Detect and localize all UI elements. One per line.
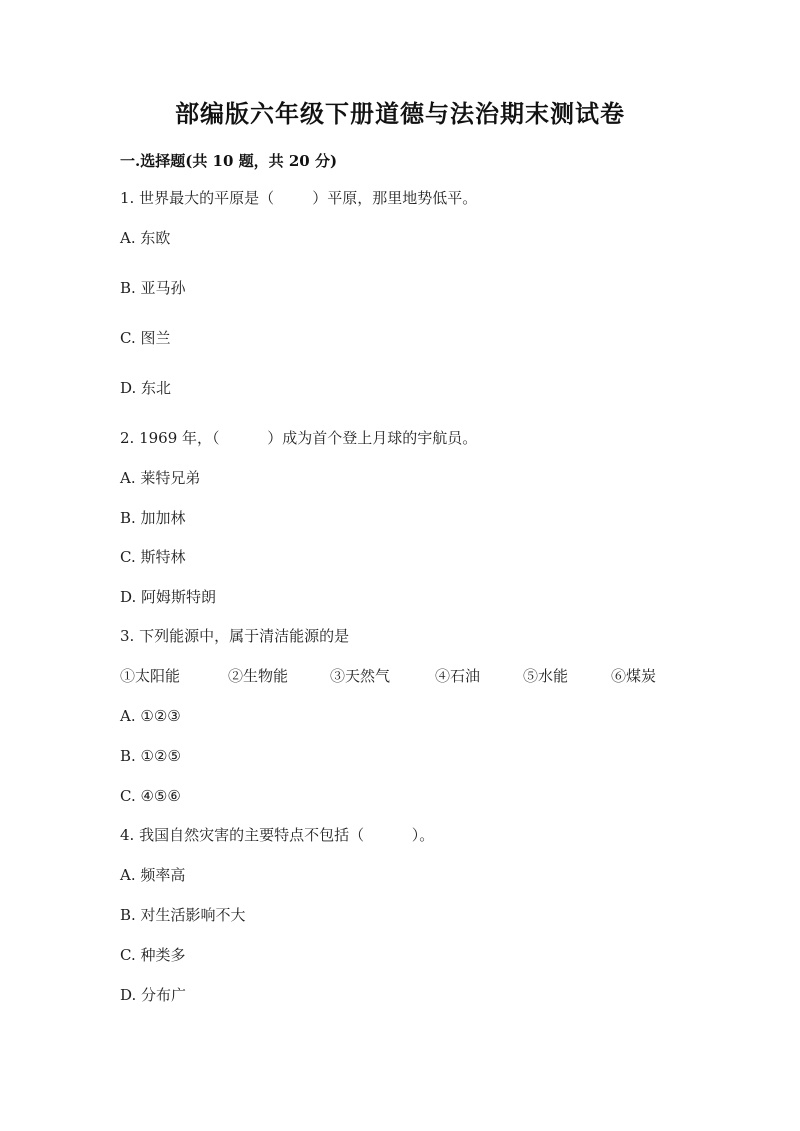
energy-item: ③天然气: [330, 667, 391, 685]
document-title: 部编版六年级下册道德与法治期末测试卷: [175, 99, 625, 128]
energy-item: ⑥煤炭: [611, 667, 657, 685]
question-1-option-d: D. 东北: [120, 379, 172, 397]
section-heading: 一.选择题(共 10 题，共 20 分): [120, 152, 338, 170]
question-4-option-a: A. 频率高: [120, 866, 186, 884]
question-4-option-c: C. 种类多: [120, 946, 186, 964]
question-3-energy-list: [120, 665, 680, 687]
energy-item: ①太阳能: [120, 667, 181, 685]
question-4-option-d: D. 分布广: [120, 986, 187, 1004]
question-1-stem: 1. 世界最大的平原是（ ）平原，那里地势低平。: [120, 189, 478, 207]
question-2-option-c: C. 斯特林: [120, 548, 186, 566]
energy-item: ②生物能: [228, 667, 289, 685]
question-3-option-a: A. ①②③: [120, 707, 181, 725]
question-4-option-b: B. 对生活影响不大: [120, 906, 246, 924]
question-2-option-d: D. 阿姆斯特朗: [120, 588, 217, 606]
question-2-option-a: A. 莱特兄弟: [120, 469, 201, 487]
question-1-option-c: C. 图兰: [120, 329, 171, 347]
question-2-stem: 2. 1969 年，（ ）成为首个登上月球的宇航员。: [120, 429, 478, 447]
question-1-option-a: A. 东欧: [120, 229, 171, 247]
question-3-option-c: C. ④⑤⑥: [120, 787, 181, 805]
energy-item: ④石油: [435, 667, 481, 685]
question-1-option-b: B. 亚马孙: [120, 279, 186, 297]
question-3-stem: 3. 下列能源中，属于清洁能源的是: [120, 627, 350, 645]
question-4-stem: 4. 我国自然灾害的主要特点不包括（ ）。: [120, 826, 435, 844]
question-2-option-b: B. 加加林: [120, 509, 186, 527]
question-3-option-b: B. ①②⑤: [120, 747, 181, 765]
energy-item: ⑤水能: [523, 667, 569, 685]
